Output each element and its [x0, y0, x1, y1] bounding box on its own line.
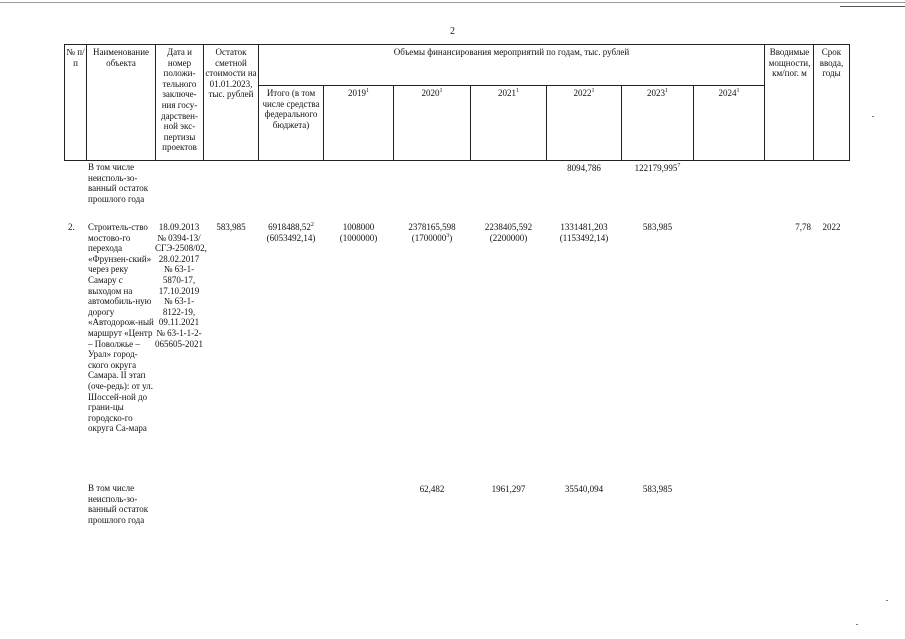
header-num: № п/п: [66, 47, 85, 68]
row-2-unused-name: В том числе неисполь-зо-ванный остаток прошлого года: [88, 483, 149, 525]
row-2-unused-2020: 62,482: [419, 484, 445, 494]
col-line-14: [849, 44, 850, 161]
row-2-unused-2021: 1961,297: [491, 484, 526, 494]
header-capacity: Вводимые мощности, км/пог. м: [768, 47, 811, 79]
row-2-2021: 2238405,592 (2200000): [484, 222, 533, 243]
row-2-expertise: 18.09.2013 № 0394-13/СГЭ-2508/02, 28.02.2017 № 63-1-5870-17, 17.10.2019 № 63-1-8122-19, 09.11.2021 № 63-1-1-2-065605-2021: [155, 222, 207, 349]
prev-unused-name: В том числе неисполь-зо-ванный остаток прошлого года: [88, 162, 149, 204]
header-year-2024: 2024$^1$: [718, 88, 740, 98]
header-year-2023: 2023$^1$: [647, 88, 668, 98]
scan-speck: [886, 600, 888, 601]
scan-speck: [872, 116, 874, 117]
row-2-2023: 583,985: [642, 222, 673, 232]
header-year-separator: [258, 85, 764, 86]
col-line-2: [86, 44, 87, 161]
prev-unused-2023: 122179,995$^7$: [634, 163, 681, 173]
prev-unused-2022: 8094,786: [567, 163, 601, 173]
header-year-2019: 2019$^1$: [348, 88, 369, 98]
header-border-bottom: [64, 160, 850, 161]
header-name: Наименование объекта: [92, 47, 150, 68]
header-funding-group: Объемы финансирования мероприятий по годам, тыс. рублей: [393, 47, 630, 57]
top-rule-right: [840, 6, 905, 7]
row-2-2019: 1008000 (1000000): [339, 222, 378, 243]
row-2-unused-2022: 35540,094: [564, 484, 604, 494]
row-2-deadline: 2022: [822, 222, 841, 232]
top-rule: [0, 2, 905, 3]
header-year-2021: 2021$^1$: [498, 88, 519, 98]
row-2-remaining: 583,985: [216, 222, 246, 232]
col-line-3: [155, 44, 156, 161]
table-border-top: [64, 44, 850, 45]
header-remaining: Остаток сметной стоимости на 01.01.2023, тыс. рублей: [205, 47, 257, 100]
row-2-capacity: 7,78: [795, 222, 811, 232]
scan-speck: [856, 624, 858, 625]
header-total: Итого (в том числе средства федерального бюджета): [262, 88, 320, 130]
row-2-2022: 1331481,203 (1153492,14): [559, 222, 609, 243]
row-2-total: 6918488,52$^2$ (6053492,14): [266, 222, 316, 243]
row-2-name: Строитель-ство мостово-го перехода «Фрунзен-ский» через реку Самару с выходом на автомобиль-ную дорогу «Автодорож-ный маршрут «Центр – Поволжье – Урал» город-ского округа Самара. II этап (оче-редь): от ул. Шоссей-ной до грани-цы городско-го округа Са-мара: [88, 222, 154, 434]
row-2-num: 2.: [68, 222, 75, 232]
row-2-unused-2023: 583,985: [642, 484, 673, 494]
row-2-2020: 2378165,598 (1700000$^3$): [408, 222, 456, 243]
page-number: 2: [450, 26, 455, 37]
header-year-2022: 2022$^1$: [573, 88, 595, 98]
header-deadline: Срок ввода, годы: [819, 47, 844, 79]
header-year-2020: 2020$^1$: [421, 88, 443, 98]
header-expertise: Дата и номер положи-тельного заключе-ния госу-дарствен-ной экс-пертизы проектов: [160, 47, 198, 153]
